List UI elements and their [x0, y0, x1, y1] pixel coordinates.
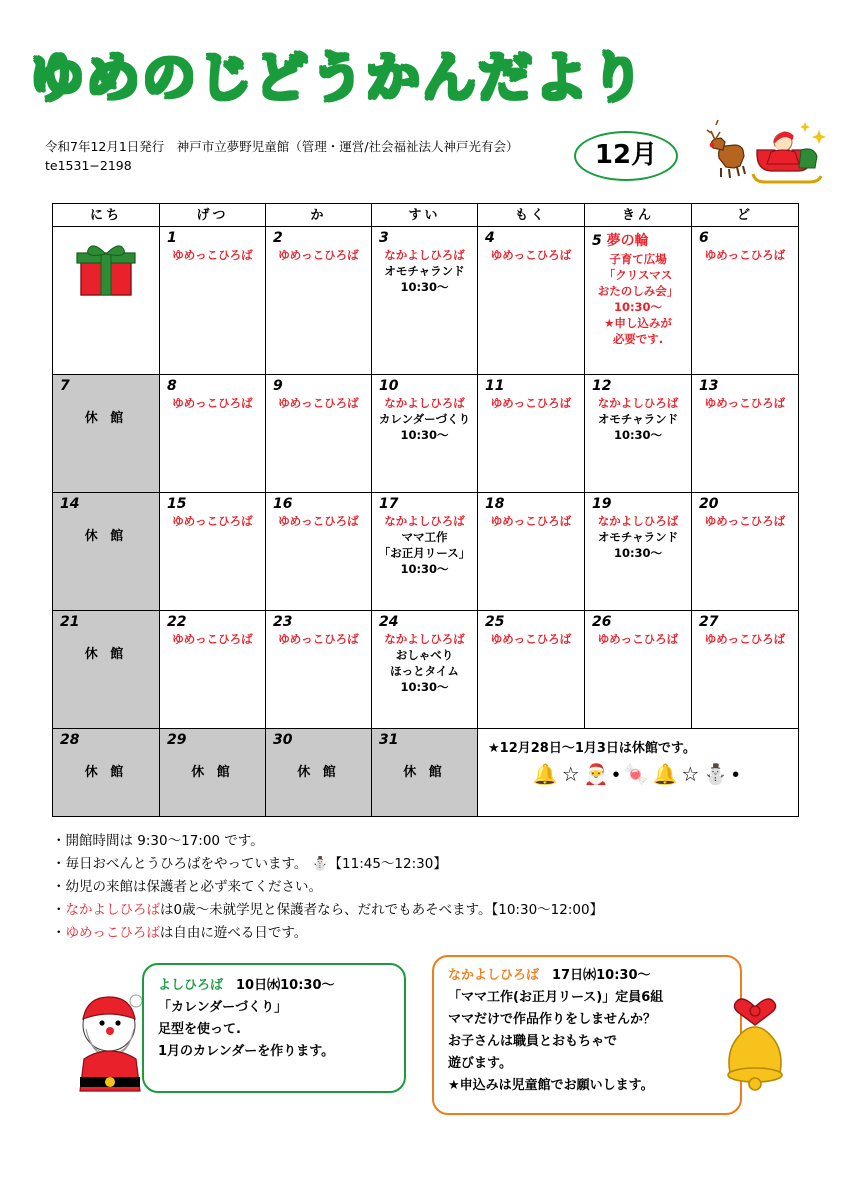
- day-event-line: ほっとタイム: [390, 664, 459, 678]
- weekday-header-thu: もく: [478, 204, 585, 227]
- day-event-line: ゆめっこひろば: [704, 248, 786, 262]
- day-events: [585, 513, 691, 565]
- calendar-day-cell-12: [585, 375, 692, 493]
- closed-label: 休 館: [403, 765, 446, 780]
- calendar-day-cell-15: [160, 493, 266, 611]
- callout-orange-line-3: お子さんは職員とおもちゃで: [448, 1034, 618, 1049]
- day-events: [692, 395, 798, 415]
- day-extra-label: 夢の輪: [606, 233, 649, 249]
- calendar-day-cell-10: [372, 375, 478, 493]
- day-number: 23: [273, 614, 293, 630]
- holiday-notice-text: ★12月28日〜1月3日は休館です。: [488, 741, 696, 756]
- calendar-day-cell-1: [160, 227, 266, 375]
- calendar-day-cell-28: [53, 729, 160, 817]
- calendar-day-cell-29: [160, 729, 266, 817]
- day-event-line: ゆめっこひろば: [704, 514, 786, 528]
- calendar-day-cell-2: [266, 227, 372, 375]
- closed-label: 休 館: [297, 765, 340, 780]
- calendar-day-cell-6: [692, 227, 799, 375]
- day-number: 20: [699, 496, 719, 512]
- day-number: 24: [379, 614, 399, 630]
- issue-info: [45, 137, 519, 175]
- day-event-line: なかよしひろば: [597, 396, 679, 410]
- calendar-day-cell-9: [266, 375, 372, 493]
- day-event-line: 10:30〜: [400, 280, 449, 294]
- day-event-line: 10:30〜: [613, 300, 663, 314]
- day-number: 18: [485, 496, 505, 512]
- callout-orange: [432, 955, 742, 1115]
- day-events: [478, 395, 584, 415]
- note-bullet: ・: [52, 902, 66, 918]
- day-number: 17: [379, 496, 399, 512]
- weekday-header-mon: げつ: [160, 204, 266, 227]
- day-number: 1: [167, 230, 177, 246]
- calendar-day-cell-3: [372, 227, 478, 375]
- day-number: 19: [592, 496, 612, 512]
- calendar-day-cell-23: [266, 611, 372, 729]
- weekday-header-wed: すい: [372, 204, 478, 227]
- callout-green-heading-rest: 10日㈬10:30〜: [223, 978, 335, 993]
- note-line-2: ・毎日おべんとうひろばをやっています。 ⛄【11:45〜12:30】: [52, 856, 447, 872]
- day-event-line: ゆめっこひろば: [597, 632, 679, 646]
- day-event-line: 10:30〜: [400, 680, 449, 694]
- calendar-day-cell-8: [160, 375, 266, 493]
- day-event-line: ゆめっこひろば: [704, 396, 786, 410]
- day-number: 30: [273, 732, 293, 748]
- calendar-table: [52, 203, 799, 817]
- calendar-day-cell-24: [372, 611, 478, 729]
- day-number: 25: [485, 614, 505, 630]
- day-event-line: オモチャランド: [597, 530, 679, 544]
- day-event-line: 10:30〜: [400, 428, 449, 442]
- day-events: [160, 247, 265, 267]
- callout-orange-line-1: 「ママ工作(お正月リース)」定員6組: [448, 990, 664, 1005]
- day-number: 22: [167, 614, 187, 630]
- day-number: 29: [167, 732, 187, 748]
- day-number: 31: [379, 732, 399, 748]
- calendar-week-row: [53, 493, 799, 611]
- santa-sleigh-icon: [701, 112, 831, 192]
- closed-label: 休 館: [84, 529, 128, 544]
- day-events: [266, 395, 371, 415]
- day-number: 28: [60, 732, 80, 748]
- calendar-day-cell-22: [160, 611, 266, 729]
- day-event-line: ゆめっこひろば: [172, 396, 253, 410]
- calendar-day-cell-26: [585, 611, 692, 729]
- calendar-day-cell-20: [692, 493, 799, 611]
- calendar-day-cell-18: [478, 493, 585, 611]
- day-number: 8: [167, 378, 177, 394]
- calendar-day-cell-25: [478, 611, 585, 729]
- day-number: 26: [592, 614, 612, 630]
- day-events: [160, 513, 265, 533]
- calendar-week-row: [53, 611, 799, 729]
- day-events: [692, 247, 798, 267]
- callout-green-line-2: 足型を使って.: [158, 1022, 241, 1037]
- day-number: 14: [60, 496, 80, 512]
- day-events: [478, 513, 584, 533]
- callout-orange-line-4: 遊びます。: [448, 1056, 512, 1071]
- calendar-week-row: [53, 227, 799, 375]
- calendar-day-cell-17: [372, 493, 478, 611]
- day-event-line: おたのしみ会」: [597, 284, 679, 298]
- day-event-line: なかよしひろば: [384, 396, 465, 410]
- day-events: [372, 395, 477, 447]
- calendar-body: [53, 227, 799, 817]
- calendar-day-cell-4: [478, 227, 585, 375]
- weekday-header-sat: ど: [692, 204, 799, 227]
- day-event-line: ゆめっこひろば: [490, 514, 572, 528]
- callout-green-line-1: 「カレンダーづくり」: [158, 1000, 288, 1015]
- calendar-day-cell-21: [53, 611, 160, 729]
- main-title-text: ゆめのじどうかんだより: [30, 46, 646, 109]
- day-event-line: ★申し込みが: [604, 316, 672, 330]
- day-events: [692, 631, 798, 651]
- day-events: [372, 513, 477, 581]
- day-event-line: ゆめっこひろば: [704, 632, 786, 646]
- calendar-day-cell-5: [585, 227, 692, 375]
- day-number: 6: [699, 230, 709, 246]
- note-line-3: ・幼児の来館は保護者と必ず来てください。: [52, 879, 322, 895]
- day-events: [478, 631, 584, 651]
- note-line-4: [52, 899, 812, 922]
- calendar-day-cell-14: [53, 493, 160, 611]
- day-number: 15: [167, 496, 187, 512]
- day-number: 4: [485, 230, 495, 246]
- day-events: [160, 631, 265, 651]
- day-number: 27: [699, 614, 719, 630]
- day-event-line: カレンダーづくり: [378, 412, 471, 426]
- day-event-line: 「クリスマス: [603, 268, 673, 282]
- closed-label: 休 館: [84, 765, 128, 780]
- calendar-week-row: [53, 375, 799, 493]
- day-event-line: オモチャランド: [384, 264, 465, 278]
- day-event-line: ゆめっこひろば: [278, 514, 359, 528]
- month-badge: 12月: [574, 131, 678, 181]
- weekday-header-tue: か: [266, 204, 372, 227]
- callout-orange-line-5: ★申込みは児童館でお願いします。: [448, 1078, 654, 1093]
- day-event-line: 子育て広場: [609, 252, 667, 266]
- day-event-line: ゆめっこひろば: [278, 248, 359, 262]
- day-event-line: 必要です.: [612, 332, 664, 346]
- note-bullet: ・: [52, 925, 66, 941]
- bell-icon: [700, 985, 810, 1105]
- decoration-row: 🔔☆🎅•🍬🔔☆⛄•: [532, 764, 744, 786]
- day-event-line: ゆめっこひろば: [172, 632, 253, 646]
- day-number: 3: [379, 230, 389, 246]
- note-line-5: [52, 922, 812, 945]
- weekday-header-fri: きん: [585, 204, 692, 227]
- note-text: は自由に遊べる日です。: [159, 925, 308, 941]
- callout-green: [142, 963, 406, 1093]
- callout-orange-heading: [448, 965, 732, 987]
- day-event-line: ゆめっこひろば: [278, 632, 359, 646]
- day-event-line: 10:30〜: [613, 546, 663, 560]
- day-events: [585, 251, 691, 351]
- day-event-line: なかよしひろば: [384, 514, 465, 528]
- callout-green-line-3: 1月のカレンダーを作ります。: [158, 1044, 335, 1059]
- day-event-line: なかよしひろば: [384, 248, 465, 262]
- day-event-line: ゆめっこひろば: [490, 248, 572, 262]
- calendar-day-cell-13: [692, 375, 799, 493]
- day-event-line: 10:30〜: [400, 562, 449, 576]
- day-events: [585, 395, 691, 447]
- day-event-line: ゆめっこひろば: [172, 248, 253, 262]
- calendar-week-row: [53, 729, 799, 817]
- calendar-header-row: [53, 204, 799, 227]
- day-event-line: おしゃべり: [395, 648, 454, 662]
- calendar-day-cell-31: [372, 729, 478, 817]
- callout-green-heading: [158, 975, 396, 997]
- day-events: [372, 631, 477, 699]
- closed-label: 休 館: [84, 647, 128, 662]
- day-number: 21: [60, 614, 80, 630]
- day-number: 12: [592, 378, 612, 394]
- closed-label: 休 館: [191, 765, 234, 780]
- day-events: [266, 247, 371, 267]
- day-event-line: なかよしひろば: [384, 632, 465, 646]
- day-event-line: 10:30〜: [613, 428, 663, 442]
- notes-list: [52, 830, 812, 945]
- gift-box-icon: [53, 227, 159, 304]
- day-number: 16: [273, 496, 293, 512]
- note-text: は0歳〜未就学児と保護者なら、だれでもあそべます。【10:30〜12:00】: [160, 902, 604, 918]
- day-events: [585, 631, 691, 651]
- day-events: [478, 247, 584, 267]
- day-event-line: ママ工作: [401, 530, 448, 544]
- weekday-header-sun: にち: [53, 204, 160, 227]
- note-line-1: ・開館時間は 9:30〜17:00 です。: [52, 833, 264, 849]
- note-keyword: ゆめっこひろば: [65, 925, 160, 941]
- day-event-line: なかよしひろば: [597, 514, 679, 528]
- day-event-line: ゆめっこひろば: [172, 514, 253, 528]
- day-events: [266, 631, 371, 651]
- callout-orange-heading-highlight: なかよしひろば: [448, 968, 540, 983]
- calendar-day-cell-16: [266, 493, 372, 611]
- day-event-line: ゆめっこひろば: [490, 396, 572, 410]
- day-events: [160, 395, 265, 415]
- note-keyword: なかよしひろば: [65, 902, 160, 918]
- calendar-notice-cell: [478, 729, 799, 817]
- calendar-day-cell-7: [53, 375, 160, 493]
- page-title: [30, 46, 790, 116]
- day-number: 5 夢の輪: [592, 233, 649, 249]
- day-event-line: ゆめっこひろば: [278, 396, 359, 410]
- calendar-day-cell-27: [692, 611, 799, 729]
- day-events: [692, 513, 798, 533]
- calendar-cell-decorative: [53, 227, 160, 375]
- day-events: [266, 513, 371, 533]
- closed-label: 休 館: [84, 411, 128, 426]
- day-number: 13: [699, 378, 719, 394]
- day-event-line: オモチャランド: [597, 412, 679, 426]
- day-number: 2: [273, 230, 283, 246]
- issue-line-2: te1531−2198: [45, 158, 132, 173]
- day-events: [372, 247, 477, 299]
- day-number: 9: [273, 378, 283, 394]
- day-number: 7: [60, 378, 70, 394]
- calendar-day-cell-30: [266, 729, 372, 817]
- callout-green-heading-highlight: よしひろば: [158, 978, 224, 993]
- day-event-line: ゆめっこひろば: [490, 632, 572, 646]
- calendar-day-cell-11: [478, 375, 585, 493]
- callout-orange-heading-rest: 17日㈬10:30〜: [539, 968, 651, 983]
- day-number: 11: [485, 378, 505, 394]
- day-event-line: 「お正月リース」: [378, 546, 471, 560]
- calendar-day-cell-19: [585, 493, 692, 611]
- issue-line-1: 令和7年12月1日発行 神戸市立夢野児童館（管理・運営/社会福祉法人神戸光有会）: [45, 139, 519, 154]
- day-number: 10: [379, 378, 399, 394]
- callout-orange-line-2: ママだけで作品作りをしませんか？: [448, 1012, 657, 1027]
